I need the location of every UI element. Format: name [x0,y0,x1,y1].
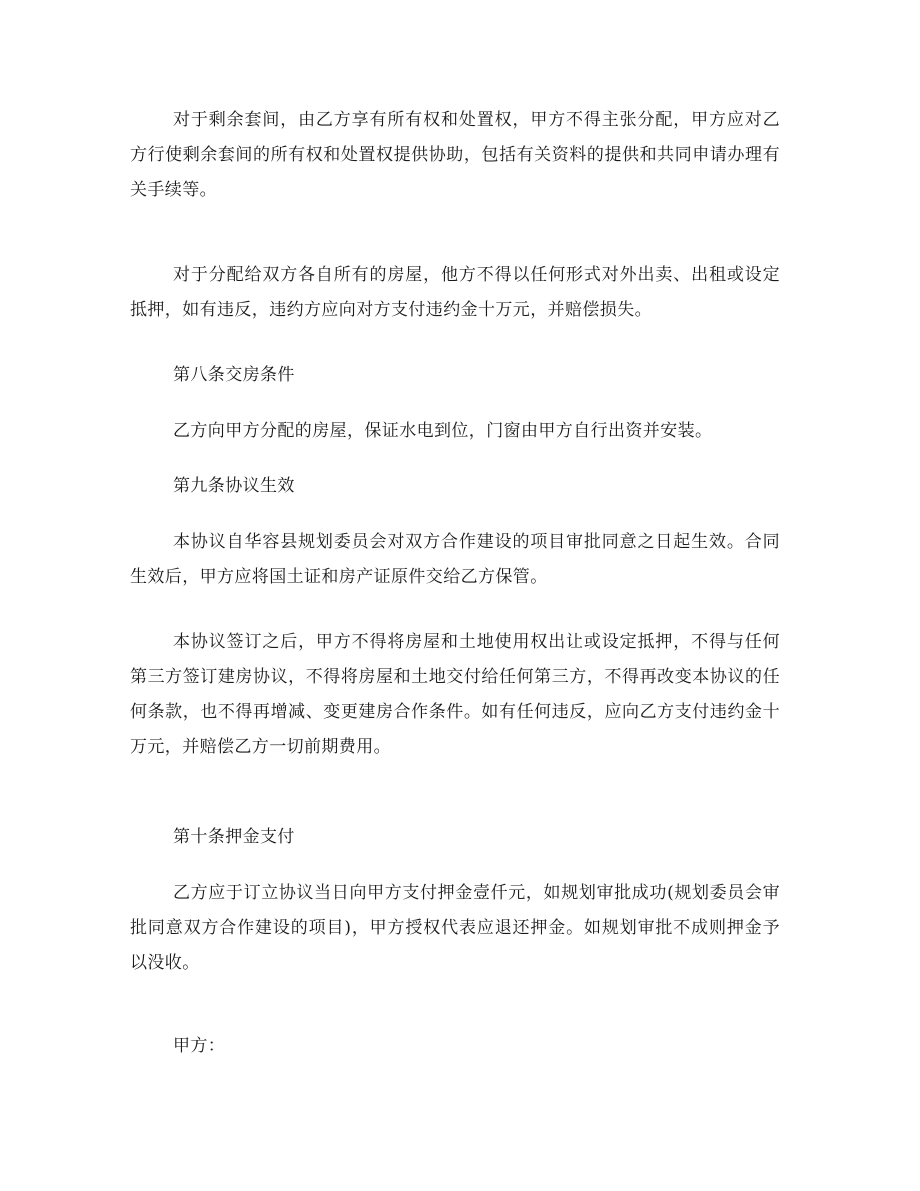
paragraph-effective: 本协议自华容县规划委员会对双方合作建设的项目审批同意之日起生效。合同生效后，甲方应将国土证和房产证原件交给乙方保管。 [130,532,780,587]
heading-article-10: 第十条押金支付 [173,827,295,847]
heading-article-8: 第八条交房条件 [173,365,295,385]
paragraph-allocated-houses: 对于分配给双方各自所有的房屋，他方不得以任何形式对外出卖、出租或设定抵押，如有违反，违约方应向对方支付违约金十万元，并赔偿损失。 [130,265,780,320]
paragraph-handover: 乙方向甲方分配的房屋，保证水电到位，门窗由甲方自行出资并安装。 [173,421,713,441]
paragraph-deposit: 乙方应于订立协议当日向甲方支付押金壹仟元，如规划审批成功(规划委员会审批同意双方合作建设的项目)，甲方授权代表应退还押金。如规划审批不成则押金予以没收。 [130,883,780,973]
heading-article-9: 第九条协议生效 [173,476,295,496]
party-a-signature-label: 甲方： [173,1036,226,1056]
paragraph-remaining-units: 对于剩余套间，由乙方享有所有权和处置权，甲方不得主张分配，甲方应对乙方行使剩余套间的所有权和处置权提供协助，包括有关资料的提供和共同申请办理有关手续等。 [130,110,780,200]
paragraph-restrictions: 本协议签订之后，甲方不得将房屋和土地使用权出让或设定抵押，不得与任何第三方签订建房协议，不得将房屋和土地交付给任何第三方，不得再改变本协议的任何条款，也不得再增减、变更建房合作条件。如有任何违反，应向乙方支付违约金十万元，并赔偿乙方一切前期费用。 [130,632,780,757]
